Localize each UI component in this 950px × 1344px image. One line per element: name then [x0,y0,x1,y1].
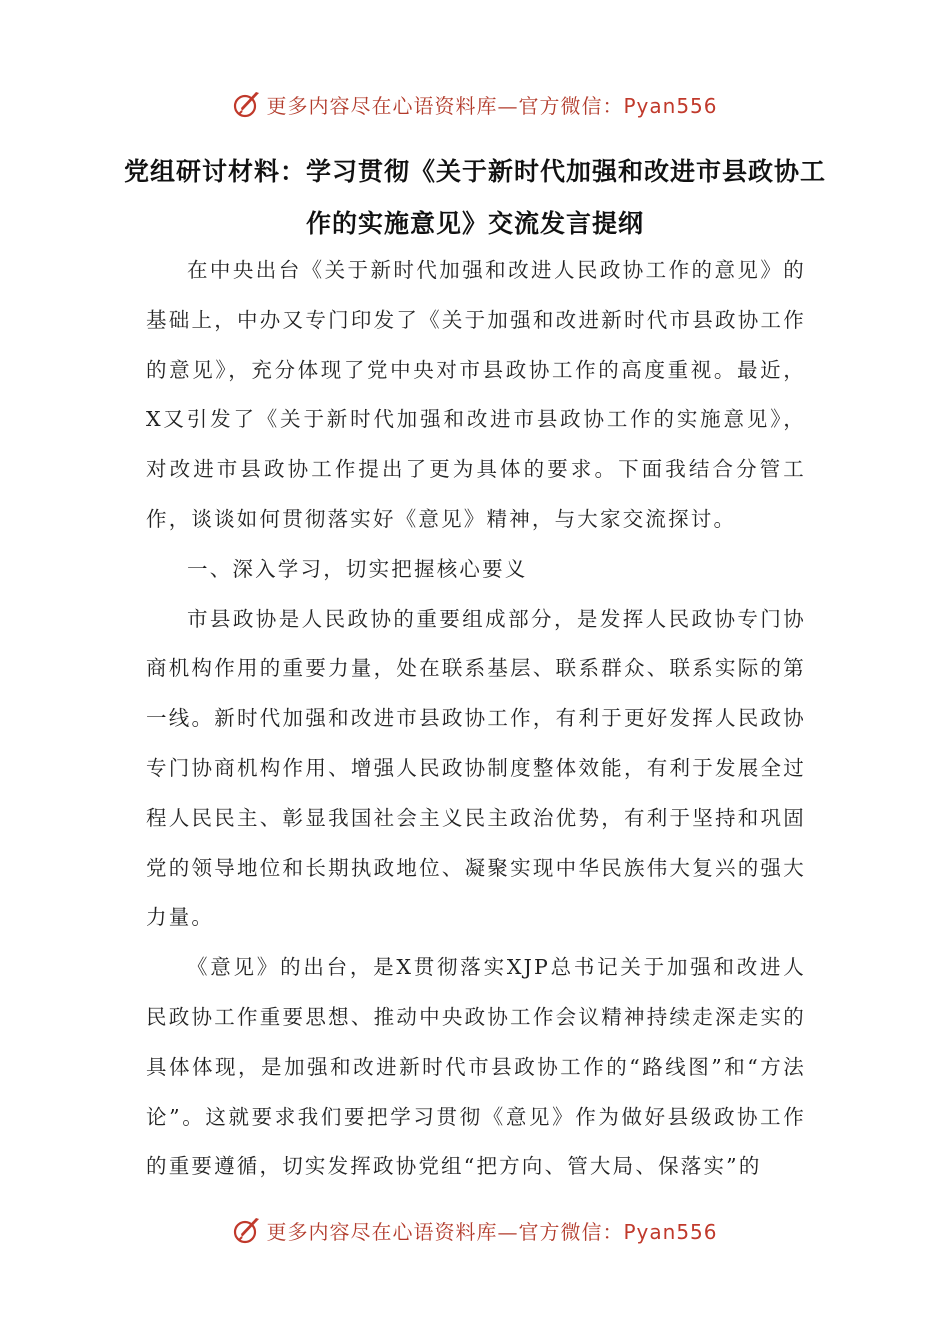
header-banner-handle: Pyan556 [623,93,718,118]
header-banner-text: 更多内容尽在心语资料库—官方微信：Pyan556 [266,93,718,118]
document-title: 党组研讨材料：学习贯彻《关于新时代加强和改进市县政协工作的实施意见》交流发言提纲 [123,157,826,238]
paragraph-intro: 在中央出台《关于新时代加强和改进人民政协工作的意见》的基础上，中办又专门印发了《关于加强和改进新时代市县政协工作的意见》，充分体现了党中央对市县政协工作的高度重视。最近，X又引发了《关于新时代加强和改进市县政协工作的实施意见》，对改进市县政协工作提出了更为具体的要求。下面我结合分管工作，谈谈如何贯彻落实好《意见》精神，与大家交流探讨。 [146,258,806,531]
paragraph-role: 市县政协是人民政协的重要组成部分，是发挥人民政协专门协商机构作用的重要力量，处在联系基层、联系群众、联系实际的第一线。新时代加强和改进市县政协工作，有利于更好发挥人民政协专门协商机构作用、增强人民政协制度整体效能，有利于发展全过程人民民主、彰显我国社会主义民主政治优势，有利于坚持和巩固党的领导地位和长期执政地位、凝聚实现中华民族伟大复兴的强大力量。 [146,606,806,930]
quill-logo-icon [232,89,262,119]
footer-banner-handle: Pyan556 [623,1219,718,1244]
quill-logo-icon [232,1215,262,1245]
footer-banner-text: 更多内容尽在心语资料库—官方微信：Pyan556 [266,1219,718,1244]
footer-banner [0,1210,950,1250]
document-body [146,246,806,1192]
paragraph-significance: 《意见》的出台，是X贯彻落实XJP总书记关于加强和改进人民政协工作重要思想、推动中央政协工作会议精神持续走深走实的具体体现，是加强和改进新时代市县政协工作的“路线图”和“方法论”。这就要求我们要把学习贯彻《意见》作为做好县级政协工作的重要遵循，切实发挥政协党组“把方向、管大局、保落实”的 [146,955,806,1179]
header-banner [0,84,950,124]
section-heading-1: 一、深入学习，切实把握核心要义 [187,556,528,581]
